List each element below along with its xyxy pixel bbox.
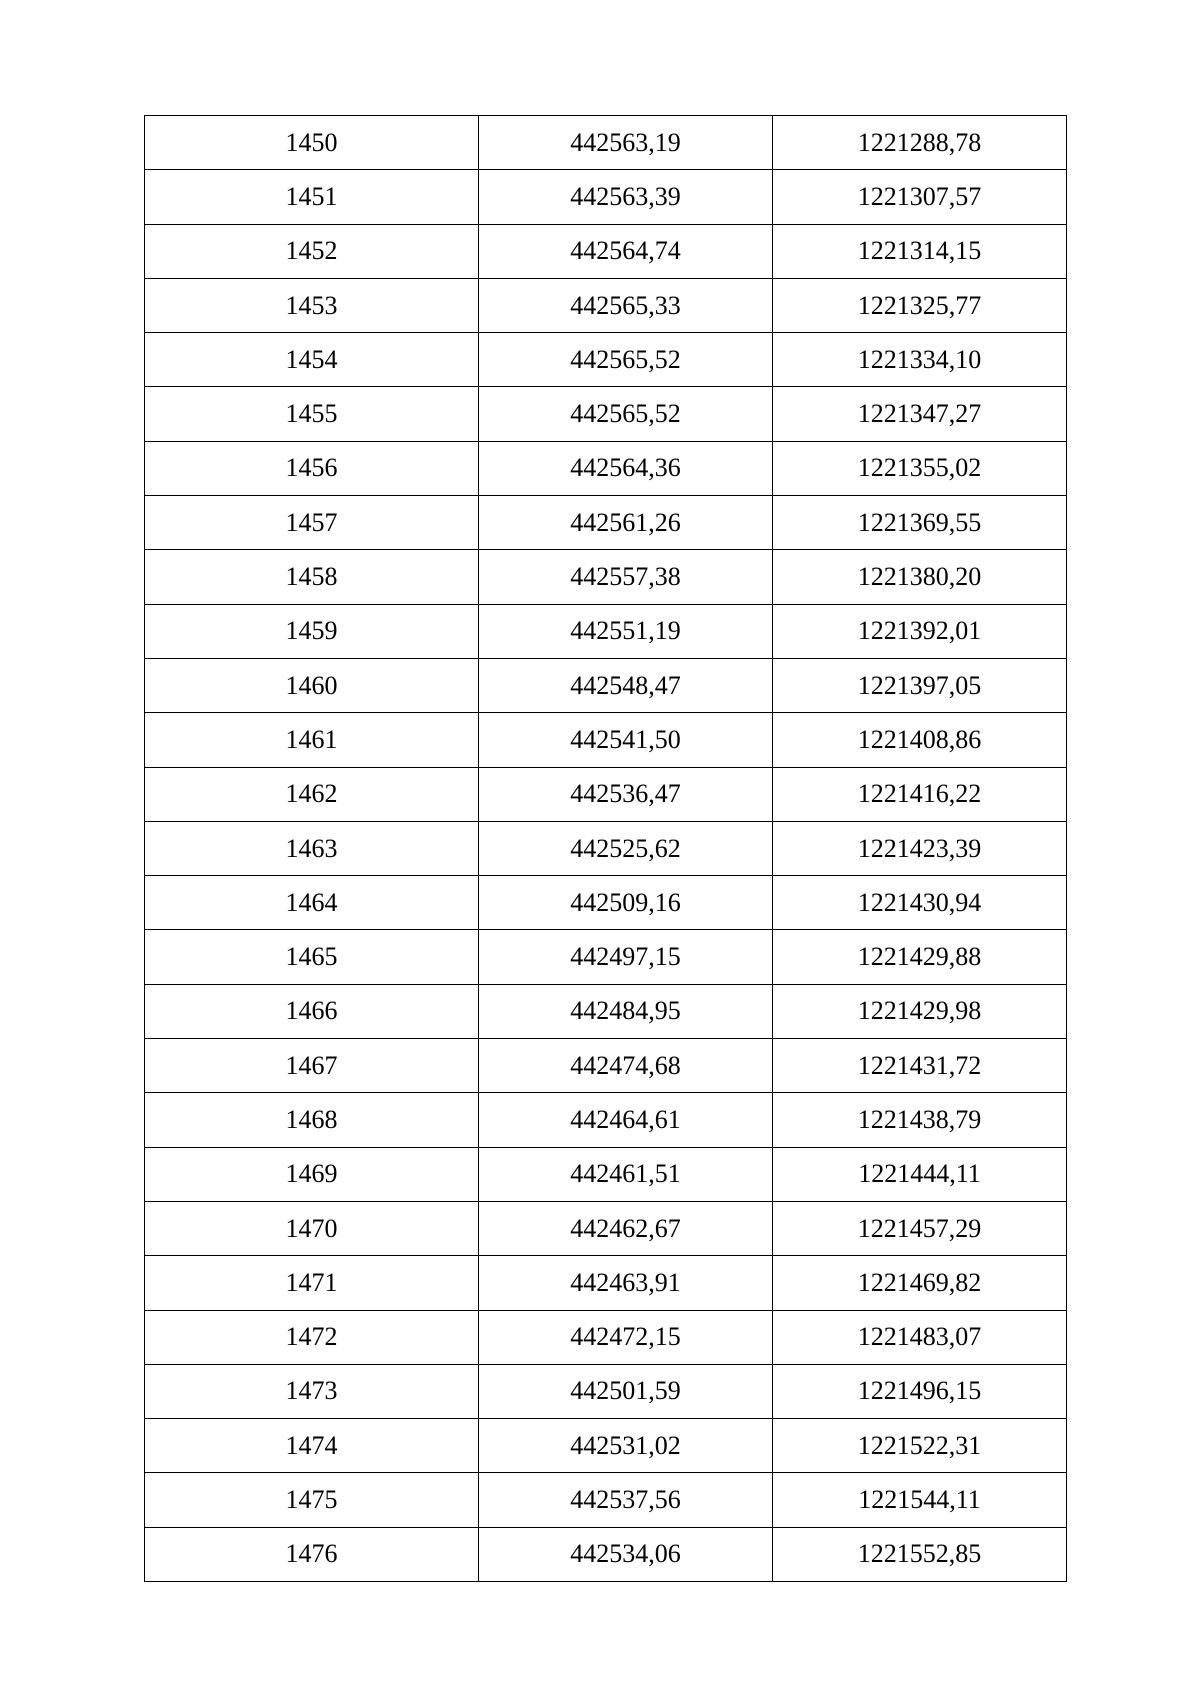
table-row (145, 1147, 1067, 1201)
point-number-cell: 1452 (145, 224, 479, 278)
y-coordinate-cell: 1221438,79 (773, 1093, 1067, 1147)
x-coordinate-cell: 442509,16 (479, 876, 773, 930)
y-coordinate-cell: 1221397,05 (773, 658, 1067, 712)
point-number-cell: 1465 (145, 930, 479, 984)
y-coordinate-cell: 1221380,20 (773, 550, 1067, 604)
coordinates-table-body (145, 116, 1067, 1582)
x-coordinate-cell: 442565,52 (479, 387, 773, 441)
x-coordinate-cell: 442463,91 (479, 1256, 773, 1310)
table-row (145, 116, 1067, 170)
table-row (145, 1364, 1067, 1418)
point-number-cell: 1464 (145, 876, 479, 930)
y-coordinate-cell: 1221522,31 (773, 1419, 1067, 1473)
x-coordinate-cell: 442534,06 (479, 1527, 773, 1581)
y-coordinate-cell: 1221444,11 (773, 1147, 1067, 1201)
x-coordinate-cell: 442472,15 (479, 1310, 773, 1364)
point-number-cell: 1469 (145, 1147, 479, 1201)
y-coordinate-cell: 1221325,77 (773, 278, 1067, 332)
x-coordinate-cell: 442525,62 (479, 821, 773, 875)
point-number-cell: 1460 (145, 658, 479, 712)
table-row (145, 170, 1067, 224)
y-coordinate-cell: 1221429,88 (773, 930, 1067, 984)
y-coordinate-cell: 1221307,57 (773, 170, 1067, 224)
x-coordinate-cell: 442484,95 (479, 984, 773, 1038)
x-coordinate-cell: 442541,50 (479, 713, 773, 767)
point-number-cell: 1472 (145, 1310, 479, 1364)
point-number-cell: 1475 (145, 1473, 479, 1527)
x-coordinate-cell: 442563,19 (479, 116, 773, 170)
table-row (145, 550, 1067, 604)
y-coordinate-cell: 1221288,78 (773, 116, 1067, 170)
y-coordinate-cell: 1221334,10 (773, 333, 1067, 387)
x-coordinate-cell: 442564,74 (479, 224, 773, 278)
x-coordinate-cell: 442565,33 (479, 278, 773, 332)
x-coordinate-cell: 442531,02 (479, 1419, 773, 1473)
point-number-cell: 1474 (145, 1419, 479, 1473)
table-row (145, 387, 1067, 441)
point-number-cell: 1462 (145, 767, 479, 821)
table-row (145, 1201, 1067, 1255)
y-coordinate-cell: 1221483,07 (773, 1310, 1067, 1364)
y-coordinate-cell: 1221369,55 (773, 496, 1067, 550)
y-coordinate-cell: 1221544,11 (773, 1473, 1067, 1527)
table-row (145, 441, 1067, 495)
y-coordinate-cell: 1221496,15 (773, 1364, 1067, 1418)
table-row (145, 767, 1067, 821)
y-coordinate-cell: 1221429,98 (773, 984, 1067, 1038)
point-number-cell: 1470 (145, 1201, 479, 1255)
table-row (145, 278, 1067, 332)
y-coordinate-cell: 1221457,29 (773, 1201, 1067, 1255)
point-number-cell: 1473 (145, 1364, 479, 1418)
point-number-cell: 1458 (145, 550, 479, 604)
y-coordinate-cell: 1221416,22 (773, 767, 1067, 821)
table-row (145, 713, 1067, 767)
y-coordinate-cell: 1221431,72 (773, 1039, 1067, 1093)
y-coordinate-cell: 1221408,86 (773, 713, 1067, 767)
table-row (145, 1310, 1067, 1364)
x-coordinate-cell: 442464,61 (479, 1093, 773, 1147)
table-row (145, 1093, 1067, 1147)
point-number-cell: 1463 (145, 821, 479, 875)
table-row (145, 333, 1067, 387)
x-coordinate-cell: 442536,47 (479, 767, 773, 821)
x-coordinate-cell: 442537,56 (479, 1473, 773, 1527)
table-row (145, 1256, 1067, 1310)
table-row (145, 604, 1067, 658)
x-coordinate-cell: 442501,59 (479, 1364, 773, 1418)
y-coordinate-cell: 1221469,82 (773, 1256, 1067, 1310)
point-number-cell: 1453 (145, 278, 479, 332)
point-number-cell: 1457 (145, 496, 479, 550)
point-number-cell: 1450 (145, 116, 479, 170)
table-row (145, 658, 1067, 712)
point-number-cell: 1456 (145, 441, 479, 495)
x-coordinate-cell: 442548,47 (479, 658, 773, 712)
y-coordinate-cell: 1221355,02 (773, 441, 1067, 495)
point-number-cell: 1471 (145, 1256, 479, 1310)
x-coordinate-cell: 442551,19 (479, 604, 773, 658)
x-coordinate-cell: 442565,52 (479, 333, 773, 387)
point-number-cell: 1467 (145, 1039, 479, 1093)
point-number-cell: 1476 (145, 1527, 479, 1581)
table-row (145, 821, 1067, 875)
point-number-cell: 1459 (145, 604, 479, 658)
x-coordinate-cell: 442563,39 (479, 170, 773, 224)
coordinates-table (144, 115, 1067, 1582)
table-row (145, 930, 1067, 984)
y-coordinate-cell: 1221314,15 (773, 224, 1067, 278)
point-number-cell: 1468 (145, 1093, 479, 1147)
table-row (145, 1473, 1067, 1527)
table-row (145, 1527, 1067, 1581)
point-number-cell: 1454 (145, 333, 479, 387)
y-coordinate-cell: 1221347,27 (773, 387, 1067, 441)
x-coordinate-cell: 442462,67 (479, 1201, 773, 1255)
x-coordinate-cell: 442497,15 (479, 930, 773, 984)
table-row (145, 1039, 1067, 1093)
point-number-cell: 1451 (145, 170, 479, 224)
table-row (145, 876, 1067, 930)
table-row (145, 1419, 1067, 1473)
y-coordinate-cell: 1221392,01 (773, 604, 1067, 658)
y-coordinate-cell: 1221552,85 (773, 1527, 1067, 1581)
y-coordinate-cell: 1221423,39 (773, 821, 1067, 875)
x-coordinate-cell: 442564,36 (479, 441, 773, 495)
x-coordinate-cell: 442461,51 (479, 1147, 773, 1201)
point-number-cell: 1466 (145, 984, 479, 1038)
table-row (145, 496, 1067, 550)
y-coordinate-cell: 1221430,94 (773, 876, 1067, 930)
table-row (145, 224, 1067, 278)
x-coordinate-cell: 442474,68 (479, 1039, 773, 1093)
x-coordinate-cell: 442561,26 (479, 496, 773, 550)
point-number-cell: 1455 (145, 387, 479, 441)
table-row (145, 984, 1067, 1038)
point-number-cell: 1461 (145, 713, 479, 767)
x-coordinate-cell: 442557,38 (479, 550, 773, 604)
